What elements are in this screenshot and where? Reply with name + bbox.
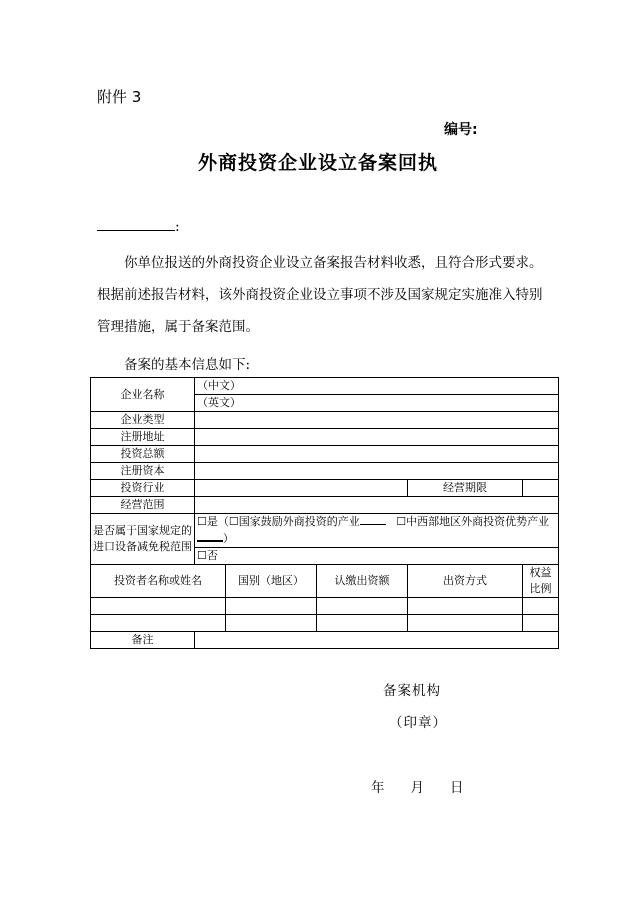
business-scope-label: 经营范围 <box>91 497 195 514</box>
exemption-yes-option <box>195 514 559 548</box>
total-investment-label: 投资总额 <box>91 446 195 463</box>
business-scope-value <box>195 497 559 514</box>
company-type-value <box>195 412 559 429</box>
operating-period-label: 经营期限 <box>408 480 523 497</box>
exemption-yes-mid: ☐中西部地区外商投资优势产业 <box>396 515 550 528</box>
company-name-en: （英文） <box>195 395 559 412</box>
filing-agency-label: 备案机构 <box>383 683 441 699</box>
registered-address-value <box>195 429 559 446</box>
registered-capital-value <box>195 463 559 480</box>
document-title: 外商投资企业设立备案回执 <box>197 152 438 174</box>
registered-address-label: 注册地址 <box>91 429 195 446</box>
investor-method-header: 出资方式 <box>408 565 523 598</box>
addressee-line <box>97 218 180 235</box>
remarks-value <box>195 632 559 649</box>
addressee-colon: : <box>175 219 180 235</box>
registered-capital-label: 注册资本 <box>91 463 195 480</box>
investor-share-header: 权益比例 <box>523 565 559 598</box>
year-label: 年 <box>371 780 385 796</box>
day-label: 日 <box>450 780 464 796</box>
exemption-yes-suffix: ） <box>223 532 234 545</box>
operating-period-value <box>523 480 559 497</box>
addressee-blank <box>97 218 175 231</box>
serial-number-label: 编号: <box>444 122 478 138</box>
body-paragraph: 你单位报送的外商投资企业设立备案报告材料收悉，且符合形式要求。根据前述报告材料，该外商投资企业设立事项不涉及国家规定实施准入特别管理措施，属于备案范围。 <box>97 255 543 335</box>
basic-info-intro: 备案的基本信息如下: <box>124 357 251 373</box>
month-label: 月 <box>410 780 424 796</box>
exemption-blank-1 <box>360 514 386 525</box>
industry-label: 投资行业 <box>91 480 195 497</box>
company-type-label: 企业类型 <box>91 412 195 429</box>
attachment-label: 附件 3 <box>97 88 142 106</box>
investor-name-header: 投资者名称或姓名 <box>91 565 226 598</box>
remarks-label: 备注 <box>91 632 195 649</box>
table-row <box>91 598 559 615</box>
date-line <box>371 776 464 796</box>
exemption-no-option: ☐否 <box>195 548 559 565</box>
company-name-label: 企业名称 <box>91 378 195 412</box>
exemption-yes-prefix: ☐是（☐国家鼓励外商投资的产业 <box>197 515 360 528</box>
table-row <box>91 615 559 632</box>
exemption-blank-2 <box>197 530 223 542</box>
industry-value <box>195 480 408 497</box>
investor-country-header: 国别（地区） <box>226 565 317 598</box>
seal-label: （印章） <box>389 715 447 731</box>
exemption-label: 是否属于国家规定的进口设备减免税范围 <box>91 514 195 565</box>
filing-info-table <box>90 377 559 649</box>
total-investment-value <box>195 446 559 463</box>
company-name-cn: （中文） <box>195 378 559 395</box>
investor-capital-header: 认缴出资额 <box>317 565 408 598</box>
